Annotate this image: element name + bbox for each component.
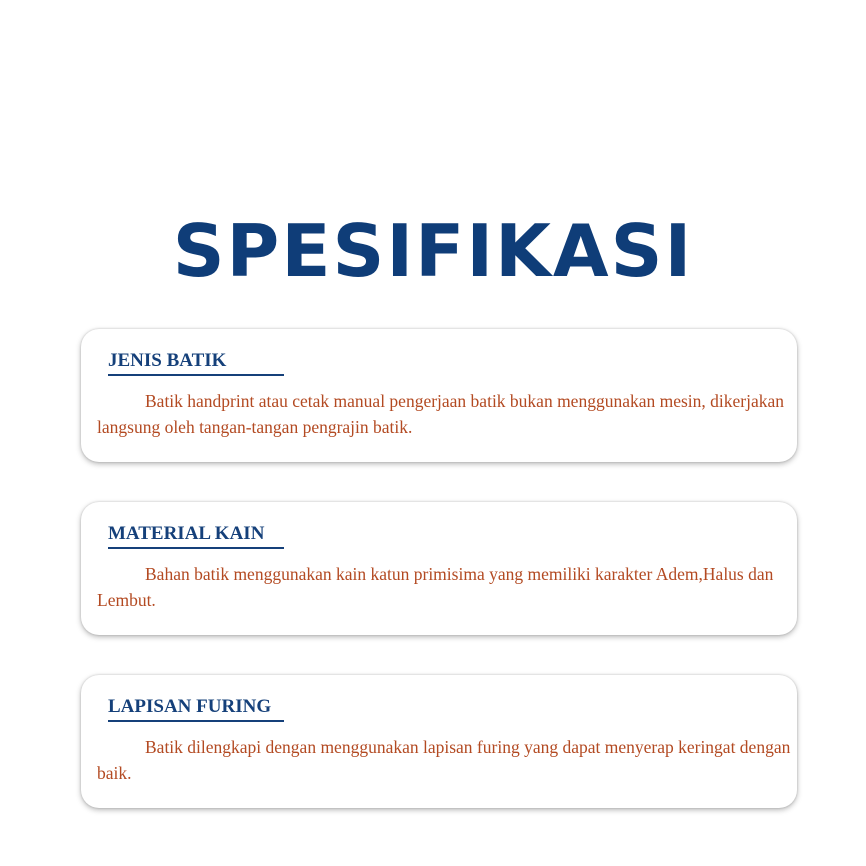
spec-heading: JENIS BATIK <box>108 349 284 376</box>
spec-card-jenis-batik <box>81 329 797 462</box>
spec-card-material-kain <box>81 502 797 635</box>
spec-description: Batik dilengkapi dengan menggunakan lapisan furing yang dapat menyerap keringat dengan baik. <box>97 737 791 783</box>
spec-description: Batik handprint atau cetak manual pengerjaan batik bukan menggunakan mesin, dikerjakan langsung oleh tangan-tangan pengrajin batik. <box>97 391 785 437</box>
spec-description: Bahan batik menggunakan kain katun primisima yang memiliki karakter Adem,Halus dan Lembut. <box>97 564 774 610</box>
spec-heading: LAPISAN FURING <box>108 695 284 722</box>
page-title: SPESIFIKASI <box>172 209 694 293</box>
spec-heading: MATERIAL KAIN <box>108 522 284 549</box>
spec-card-lapisan-furing <box>81 675 797 808</box>
